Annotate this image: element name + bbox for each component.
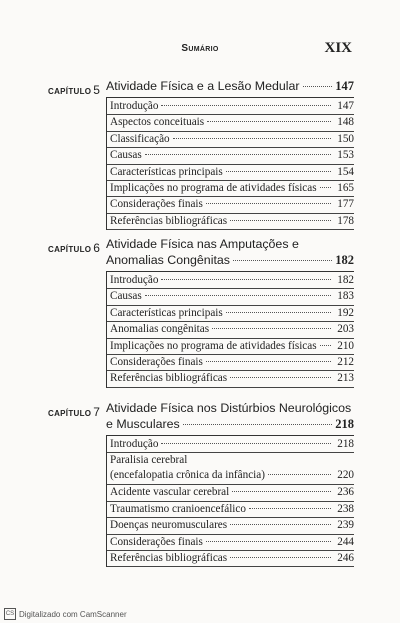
- chapter-number: 6: [93, 241, 101, 255]
- chapter-page-number: 182: [335, 253, 354, 267]
- chapter-label-text: CAPÍTULO: [48, 245, 92, 254]
- toc-entry: [110, 115, 354, 131]
- toc-entry: [110, 502, 354, 518]
- toc-entry-title: Anomalias congênitas: [110, 323, 210, 336]
- toc-entry-page: 236: [337, 486, 354, 499]
- toc-entry-page: 210: [337, 339, 354, 352]
- dot-leader: [230, 524, 331, 525]
- toc-entry-title: Causas: [110, 290, 142, 303]
- toc-entry: [110, 437, 354, 453]
- toc-entry: [110, 518, 354, 534]
- chapter-title: [106, 400, 354, 432]
- toc-entry-page: 148: [337, 116, 354, 129]
- chapter-title-rule: [106, 271, 354, 272]
- toc-entry: [110, 214, 354, 230]
- dot-leader: [145, 154, 331, 155]
- toc-entry-title: Causas: [110, 149, 142, 162]
- chapter-title: [106, 78, 354, 94]
- dot-leader: [230, 220, 331, 221]
- toc-entry: [110, 289, 354, 305]
- dot-leader: [161, 279, 331, 280]
- toc-entry-title: Traumatismo cranioencefálico: [110, 502, 246, 515]
- section-list-border: [106, 97, 107, 230]
- section-list: [110, 437, 354, 567]
- watermark-text: Digitalizado com CamScanner: [19, 609, 127, 619]
- toc-entry-title: Doenças neuromusculares: [110, 519, 228, 532]
- toc-entry-title: Paralisia cerebral: [110, 454, 188, 467]
- dot-leader: [226, 171, 331, 172]
- toc-entry-title: Considerações finais: [110, 355, 203, 368]
- page-number: XIX: [324, 40, 352, 56]
- toc-entry-title: Aspectos conceituais: [110, 116, 205, 129]
- chapter-title-line: e Musculares: [106, 417, 180, 431]
- chapter-title-line: Atividade Física e a Lesão Medular: [106, 79, 300, 93]
- toc-entry: [110, 355, 354, 371]
- row-separator: [106, 387, 354, 388]
- chapter-number: 5: [93, 83, 101, 97]
- dot-leader: [233, 260, 332, 261]
- toc-entry: [110, 165, 354, 181]
- chapter-label-text: CAPÍTULO: [48, 87, 92, 96]
- chapter-number: 7: [93, 405, 101, 419]
- toc-entry-page: 203: [337, 323, 354, 336]
- chapter-label: [48, 241, 100, 255]
- dot-leader: [320, 187, 331, 188]
- toc-entry-title: Considerações finais: [110, 198, 203, 211]
- dot-leader: [320, 345, 331, 346]
- dot-leader: [206, 203, 331, 204]
- dot-leader: [230, 377, 331, 378]
- toc-entry-title: (encefalopatia crônica da infância): [110, 469, 265, 482]
- dot-leader: [268, 474, 331, 475]
- toc-entry-page: 244: [337, 535, 354, 548]
- dot-leader: [226, 312, 331, 313]
- toc-entry-title: Referências bibliográficas: [110, 214, 228, 227]
- toc-entry-title: Características principais: [110, 165, 223, 178]
- chapter-title: [106, 236, 354, 268]
- toc-entry-page: 192: [337, 306, 354, 319]
- chapter-title-rule: [106, 435, 354, 436]
- toc-entry-page: 246: [337, 551, 354, 564]
- dot-leader: [212, 328, 331, 329]
- dot-leader: [161, 105, 331, 106]
- toc-entry: [110, 132, 354, 148]
- toc-entry: [110, 197, 354, 213]
- toc-entry: [110, 453, 354, 485]
- section-list: [110, 273, 354, 388]
- dot-leader: [206, 361, 331, 362]
- dot-leader: [249, 508, 331, 509]
- toc-entry: [110, 322, 354, 338]
- dot-leader: [161, 443, 331, 444]
- chapter-page-number: 147: [335, 79, 354, 93]
- toc-entry-page: 238: [337, 502, 354, 515]
- dot-leader: [145, 295, 331, 296]
- chapter-page-number: 218: [335, 417, 354, 431]
- section-list-border: [106, 435, 107, 567]
- chapter-label: [48, 405, 100, 419]
- cs-logo-icon: CS: [4, 608, 16, 620]
- chapter-label-text: CAPÍTULO: [48, 409, 92, 418]
- row-separator: [106, 229, 354, 230]
- dot-leader: [207, 121, 331, 122]
- toc-entry-page: 239: [337, 519, 354, 532]
- toc-entry: [110, 273, 354, 289]
- toc-entry-title: Introdução: [110, 274, 159, 286]
- toc-entry-page: 183: [337, 290, 354, 303]
- toc-entry: [110, 99, 354, 115]
- toc-entry-page: 178: [337, 214, 354, 227]
- toc-entry-page: 212: [337, 355, 354, 368]
- toc-entry-title: Acidente vascular cerebral: [110, 486, 230, 499]
- toc-entry: [110, 485, 354, 501]
- toc-entry-page: 218: [337, 438, 354, 450]
- toc-entry-page: 165: [337, 181, 354, 194]
- toc-entry: [110, 306, 354, 322]
- dot-leader: [173, 138, 331, 139]
- toc-entry-title: Implicações no programa de atividades físicas: [110, 339, 317, 352]
- toc-entry: [110, 148, 354, 164]
- dot-leader: [183, 424, 333, 425]
- toc-entry: [110, 371, 354, 387]
- page-header: [0, 40, 400, 60]
- toc-entry: [110, 535, 354, 551]
- toc-entry-title: Introdução: [110, 100, 159, 112]
- toc-entry-title: Características principais: [110, 306, 223, 319]
- row-separator: [106, 566, 354, 567]
- chapter-title-line: Anomalias Congênitas: [106, 253, 230, 267]
- toc-entry-page: 150: [337, 132, 354, 145]
- section-list: [110, 99, 354, 230]
- chapter-title-rule: [106, 97, 354, 98]
- dot-leader: [206, 541, 331, 542]
- section-list-border: [106, 271, 107, 388]
- toc-entry-page: 147: [337, 100, 354, 112]
- chapter-label: [48, 83, 100, 97]
- toc-entry-page: 220: [337, 469, 354, 482]
- toc-entry-title: Implicações no programa de atividades físicas: [110, 181, 317, 194]
- dot-leader: [232, 491, 331, 492]
- running-title: Sumário: [181, 43, 219, 54]
- toc-entry: [110, 339, 354, 355]
- toc-entry-page: 182: [337, 274, 354, 286]
- toc-entry-title: Introdução: [110, 438, 159, 450]
- toc-entry-page: 213: [337, 372, 354, 385]
- scanner-watermark: [4, 608, 127, 620]
- dot-leader: [230, 557, 331, 558]
- chapter-title-line: Atividade Física nos Distúrbios Neurológicos: [106, 401, 352, 415]
- toc-entry-title: Classificação: [110, 132, 170, 145]
- toc-entry-title: Considerações finais: [110, 535, 203, 548]
- chapter-title-line: Atividade Física nas Amputações e: [106, 237, 299, 251]
- toc-entry-title: Referências bibliográficas: [110, 551, 228, 564]
- toc-entry-page: 177: [337, 198, 354, 211]
- toc-entry-page: 154: [337, 165, 354, 178]
- toc-entry-title: Referências bibliográficas: [110, 372, 228, 385]
- dot-leader: [303, 86, 333, 87]
- toc-entry-page: 153: [337, 149, 354, 162]
- toc-entry: [110, 181, 354, 197]
- toc-entry: [110, 551, 354, 567]
